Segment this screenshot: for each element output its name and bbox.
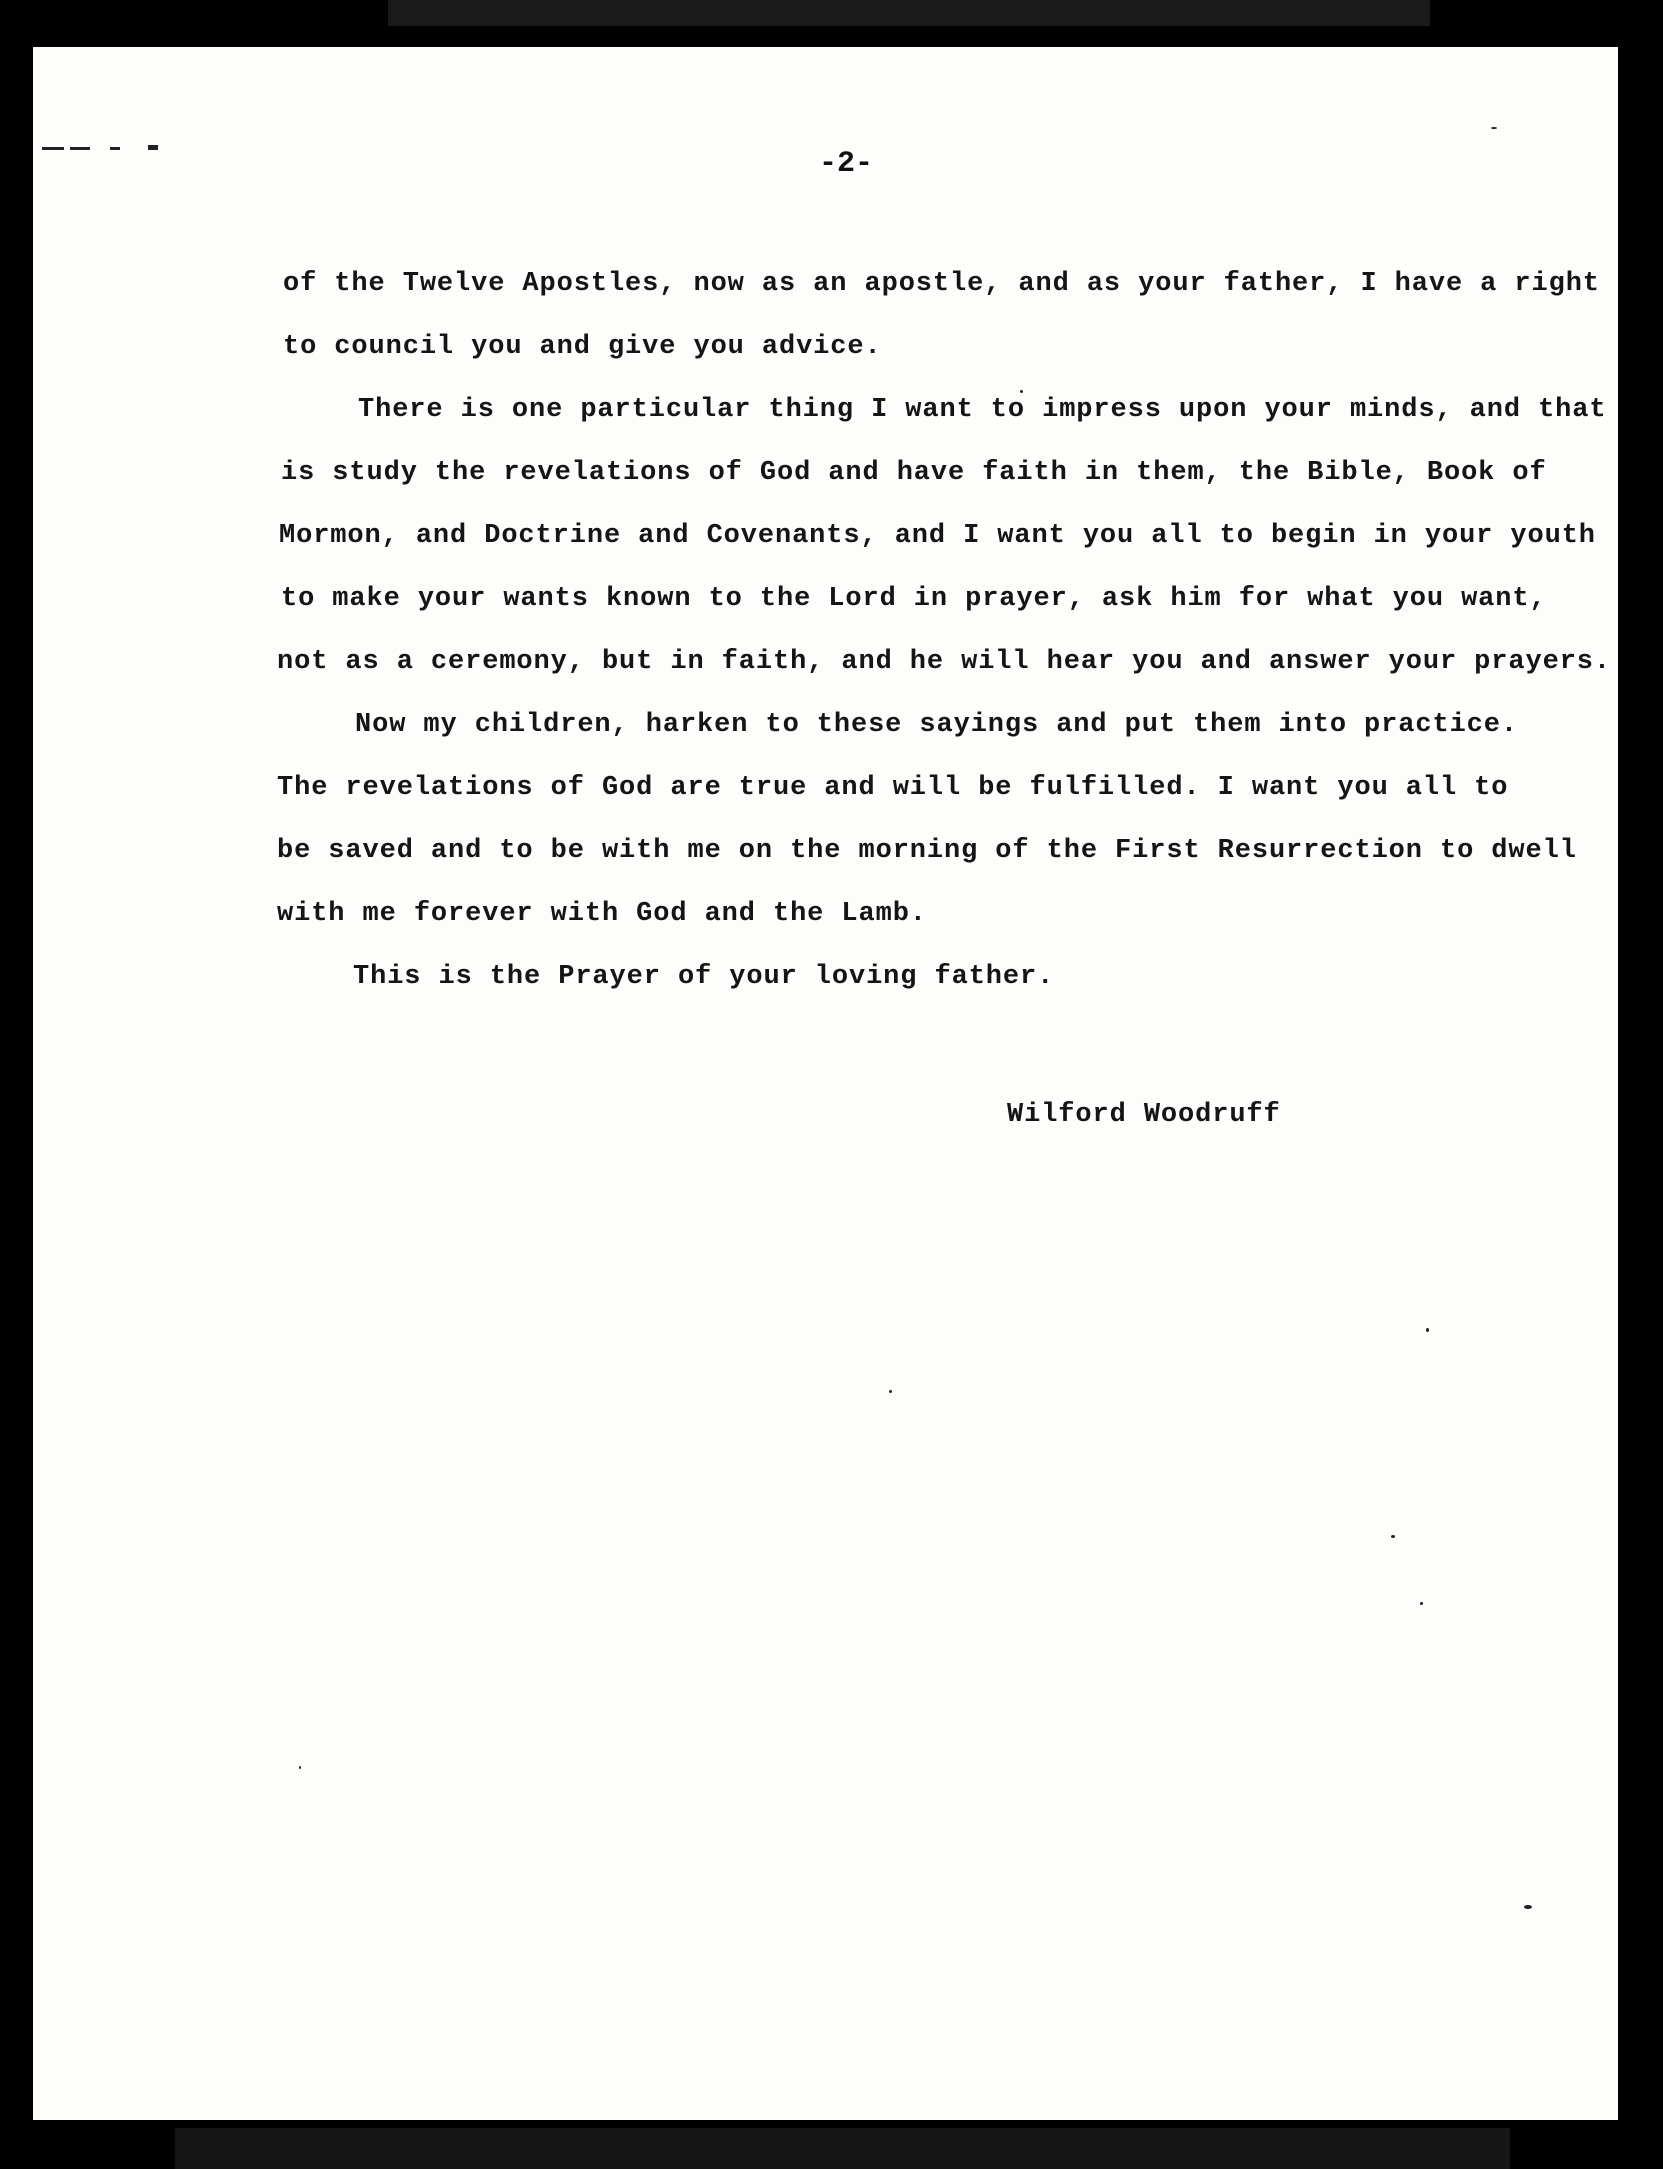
paper-speck bbox=[1524, 1905, 1532, 1909]
letter-line: Mormon, and Doctrine and Covenants, and I want you all to begin in your youth bbox=[279, 521, 1596, 551]
letter-line: not as a ceremony, but in faith, and he will hear you and answer your prayers. bbox=[277, 647, 1612, 677]
letter-line: to council you and give you advice. bbox=[283, 332, 882, 362]
signature: Wilford Woodruff bbox=[1007, 1100, 1281, 1130]
letter-line: of the Twelve Apostles, now as an apostle, and as your father, I have a right bbox=[283, 269, 1600, 299]
paper-speck bbox=[1426, 1328, 1429, 1332]
page-number: -2- bbox=[819, 147, 874, 181]
letter-line: Now my children, harken to these sayings and put them into practice. bbox=[355, 710, 1518, 740]
document-page bbox=[33, 47, 1618, 2120]
letter-line: be saved and to be with me on the morning of the First Resurrection to dwell bbox=[277, 836, 1577, 866]
letter-line: There is one particular thing I want to impress upon your minds, and that bbox=[358, 395, 1607, 425]
scan-bottom-strip bbox=[175, 2128, 1510, 2169]
paper-speck bbox=[1491, 127, 1497, 129]
letter-line: is study the revelations of God and have faith in them, the Bible, Book of bbox=[281, 458, 1547, 488]
scan-top-strip bbox=[388, 0, 1430, 26]
paper-speck bbox=[889, 1390, 892, 1393]
letter-body bbox=[33, 47, 1618, 2120]
paper-speck bbox=[1420, 1602, 1423, 1605]
letter-line: with me forever with God and the Lamb. bbox=[277, 899, 927, 929]
letter-line: to make your wants known to the Lord in prayer, ask him for what you want, bbox=[281, 584, 1547, 614]
letter-line: This is the Prayer of your loving father. bbox=[353, 962, 1055, 992]
paper-speck bbox=[299, 1766, 301, 1769]
letter-line: The revelations of God are true and will be fulfilled. I want you all to bbox=[277, 773, 1509, 803]
paper-speck bbox=[1020, 390, 1023, 393]
paper-speck bbox=[1391, 1535, 1395, 1538]
